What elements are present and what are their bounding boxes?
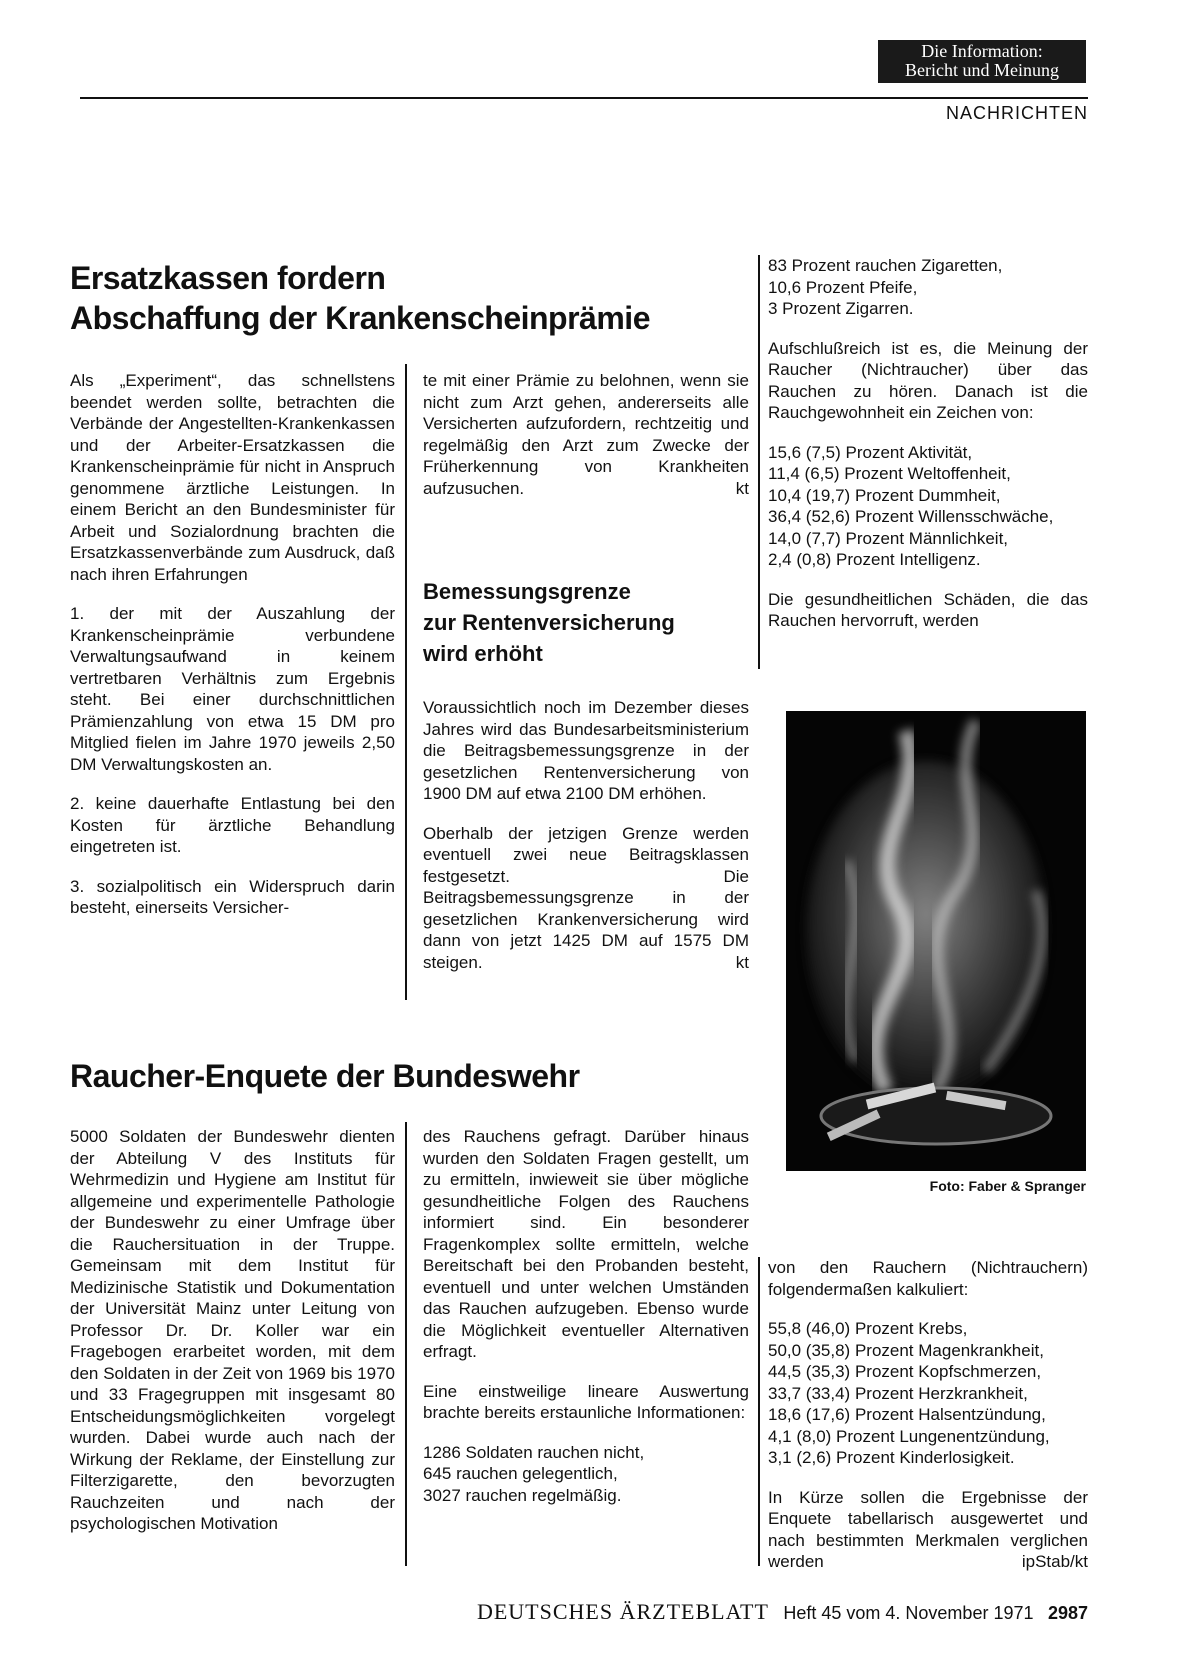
list-item: 33,7 (33,4) Prozent Herzkrankheit,	[768, 1383, 1028, 1403]
section-label: NACHRICHTEN	[945, 103, 1088, 123]
stats-opinion	[768, 442, 1088, 571]
article-1-column-1	[70, 370, 395, 919]
article-3-column-3-top	[768, 255, 1088, 632]
article-1-paragraph-4-start: 3. sozialpolitisch ein Widerspruch darin besteht, einerseits Versicher-	[70, 876, 395, 917]
list-item: 1286 Soldaten rauchen nicht,	[423, 1442, 645, 1462]
article-3-column-3-bottom	[768, 1257, 1088, 1573]
stats-tobacco-type	[768, 255, 1088, 320]
badge-line-1: Die Information:	[921, 41, 1043, 61]
list-item: 2,4 (0,8) Prozent Intelligenz.	[768, 550, 981, 569]
article-3-paragraph-1-continued: des Rauchens gefragt. Darüber hinaus wurden den Soldaten Fragen gestellt, um zu ermitteln, inwieweit sie über mögliche gesundheitliche Folgen des Rauchens informiert sind. Ein besonderer Fragenkomplex sollte ermitteln, welche Bereitschaft bei den Probanden besteht, eventuell und unter welchen Umständen das Rauchen aufzugeben. Ebenso wurde die Möglichkeit eventueller Alternativen erfragt.	[423, 1127, 749, 1361]
list-item: 10,4 (19,7) Prozent Dummheit,	[768, 485, 1001, 505]
article-2-headline	[423, 576, 675, 669]
article-3-paragraph-2: Eine einstweilige lineare Auswertung brachte bereits erstaunliche Informationen:	[423, 1381, 749, 1422]
photo-caption: Foto: Faber & Spranger	[929, 1178, 1086, 1194]
list-item: 3,1 (2,6) Prozent Kinderlosigkeit.	[768, 1448, 1015, 1467]
article-1-headline	[70, 258, 650, 338]
article-1-signature: kt	[735, 478, 749, 498]
list-item: 10,6 Prozent Pfeife,	[768, 277, 918, 297]
smoke-photo-image	[786, 711, 1086, 1171]
article-2-paragraph-2: Oberhalb der jetzigen Grenze werden eventuell zwei neue Beitragsklassen festgesetzt. Die Beitragsbemessungsgrenze in der gesetzlichen Krankenversicherung wird dann von jetzt 1425 DM auf 1575 DM steigen. kt	[423, 823, 749, 972]
article-3-paragraph-1-start: 5000 Soldaten der Bundeswehr dienten der Abteilung V des Instituts für Wehrmedizin und Hygiene am Institut für allgemeine und experimentelle Pathologie der Bundeswehr zu einer Umfrage über die Rauchersituation in der Truppe. Gemeinsam mit dem Institut für Medizinische Statistik und Dokumentation der Universität Mainz unter Leitung von Professor Dr. Dr. Koller war ein Fragebogen erarbeitet worden, mit dem den Soldaten in der Zeit von 1969 bis 1970 und 33 Fragegruppen mit insgesamt 80 Entscheidungsmöglichkeiten vorgelegt wurden. Dabei wurde auch nach der Wirkung der Reklame, der Einstellung zur Filterzigarette, den bevorzugten Rauchzeiten und nach der psychologischen Motivation	[70, 1127, 395, 1533]
article-1-paragraph-2: 1. der mit der Auszahlung der Krankenscheinprämie verbundene Verwaltungsaufwand in keinem vertretbaren Verhältnis zum Ergebnis steht. Bei einer durchschnittlichen Prämienzahlung von etwa 15 DM pro Mitglied fielen im Jahre 1970 jeweils 2,50 DM Verwaltungskosten an.	[70, 604, 395, 774]
column-rule-right	[758, 1257, 760, 1566]
list-item: 83 Prozent rauchen Zigaretten,	[768, 256, 1003, 275]
list-item: 36,4 (52,6) Prozent Willensschwäche,	[768, 507, 1054, 526]
article-3-paragraph-5: In Kürze sollen die Ergebnisse der Enquete tabellarisch ausgewertet und nach bestimmten Merkmalen verglichen werden ipStab/kt	[768, 1487, 1088, 1571]
page-number: 2987	[1047, 1603, 1088, 1623]
issue-info: Heft 45 vom 4. November 1971	[783, 1603, 1034, 1623]
header-rule	[80, 97, 1088, 99]
list-item: 645 rauchen gelegentlich,	[423, 1464, 618, 1483]
stats-smokers	[423, 1442, 749, 1507]
badge-line-2: Bericht und Meinung	[905, 60, 1059, 80]
article-1-headline-line-1: Ersatzkassen fordern	[70, 260, 386, 296]
list-item: 44,5 (35,3) Prozent Kopfschmerzen,	[768, 1362, 1042, 1381]
article-3-paragraph-4-start: Die gesundheitlichen Schäden, die das Rauchen hervorruft, werden	[768, 589, 1088, 630]
list-item: 3 Prozent Zigarren.	[768, 299, 914, 318]
column-rule	[405, 1122, 407, 1566]
page-footer	[0, 1599, 1088, 1625]
article-2-headline-line-1: Bemessungsgrenze	[423, 579, 631, 604]
article-2-headline-line-3: wird erhöht	[423, 641, 543, 666]
article-2-paragraph-1: Voraussichtlich noch im Dezember dieses Jahres wird das Bundesarbeitsministerium die Beitragsbemessungsgrenze in der gesetzlichen Rentenversicherung von 1900 DM auf etwa 2100 DM erhöhen.	[423, 698, 749, 803]
list-item: 55,8 (46,0) Prozent Krebs,	[768, 1319, 968, 1338]
article-2-body	[423, 697, 749, 973]
list-item: 14,0 (7,7) Prozent Männlichkeit,	[768, 528, 1009, 548]
article-3-column-2	[423, 1126, 749, 1506]
article-2-headline-line-2: zur Rentenversicherung	[423, 610, 675, 635]
list-item: 18,6 (17,6) Prozent Halsentzündung,	[768, 1405, 1046, 1424]
smoke-photo	[786, 711, 1086, 1171]
article-3-headline: Raucher-Enquete der Bundeswehr	[70, 1058, 580, 1094]
article-2-signature: kt	[735, 952, 749, 972]
article-3-paragraph-3: Aufschlußreich ist es, die Meinung der Raucher (Nichtraucher) über das Rauchen zu hören. Danach ist die Rauchgewohnheit ein Zeichen von:	[768, 338, 1088, 422]
article-1-paragraph-1: Als „Experiment“, das schnellstens beendet werden sollte, betrachten die Verbände der Angestellten-Krankenkassen und der Arbeiter-Ersatzkassen die Krankenscheinprämie für nicht in Anspruch genommene ärztliche Leistungen. In einem Bericht an den Bundesminister für Arbeit und Sozialordnung brachten die Ersatzkassenverbände zum Ausdruck, daß nach ihren Erfahrungen	[70, 371, 395, 584]
section-badge	[878, 40, 1086, 83]
list-item: 3027 rauchen regelmäßig.	[423, 1485, 622, 1505]
article-3-column-1	[70, 1126, 395, 1535]
journal-name: DEUTSCHES ÄRZTEBLATT	[476, 1599, 769, 1624]
article-1-headline-line-2: Abschaffung der Krankenscheinprämie	[70, 300, 650, 336]
article-3-paragraph-4-continued: von den Rauchern (Nichtrauchern) folgendermaßen kalkuliert:	[768, 1258, 1088, 1299]
list-item: 50,0 (35,8) Prozent Magenkrankheit,	[768, 1340, 1044, 1360]
column-rule	[405, 364, 407, 1000]
list-item: 4,1 (8,0) Prozent Lungenentzündung,	[768, 1426, 1050, 1446]
list-item: 15,6 (7,5) Prozent Aktivität,	[768, 442, 973, 462]
stats-health	[768, 1318, 1088, 1469]
article-1-column-2	[423, 370, 749, 499]
article-3-signature: ipStab/kt	[1021, 1552, 1088, 1571]
list-item: 11,4 (6,5) Prozent Weltoffenheit,	[768, 464, 1011, 483]
article-1-paragraph-4-continued: te mit einer Prämie zu belohnen, wenn sie nicht zum Arzt gehen, andererseits alle Versicherten aufzufordern, rechtzeitig und regelmäßig den Arzt zum Zwecke der Früherkennung von Krankheiten aufzusuchen. kt	[423, 371, 749, 498]
column-rule-right	[758, 255, 760, 669]
article-1-paragraph-3: 2. keine dauerhafte Entlastung bei den Kosten für ärztliche Behandlung eingetreten ist.	[70, 794, 395, 856]
